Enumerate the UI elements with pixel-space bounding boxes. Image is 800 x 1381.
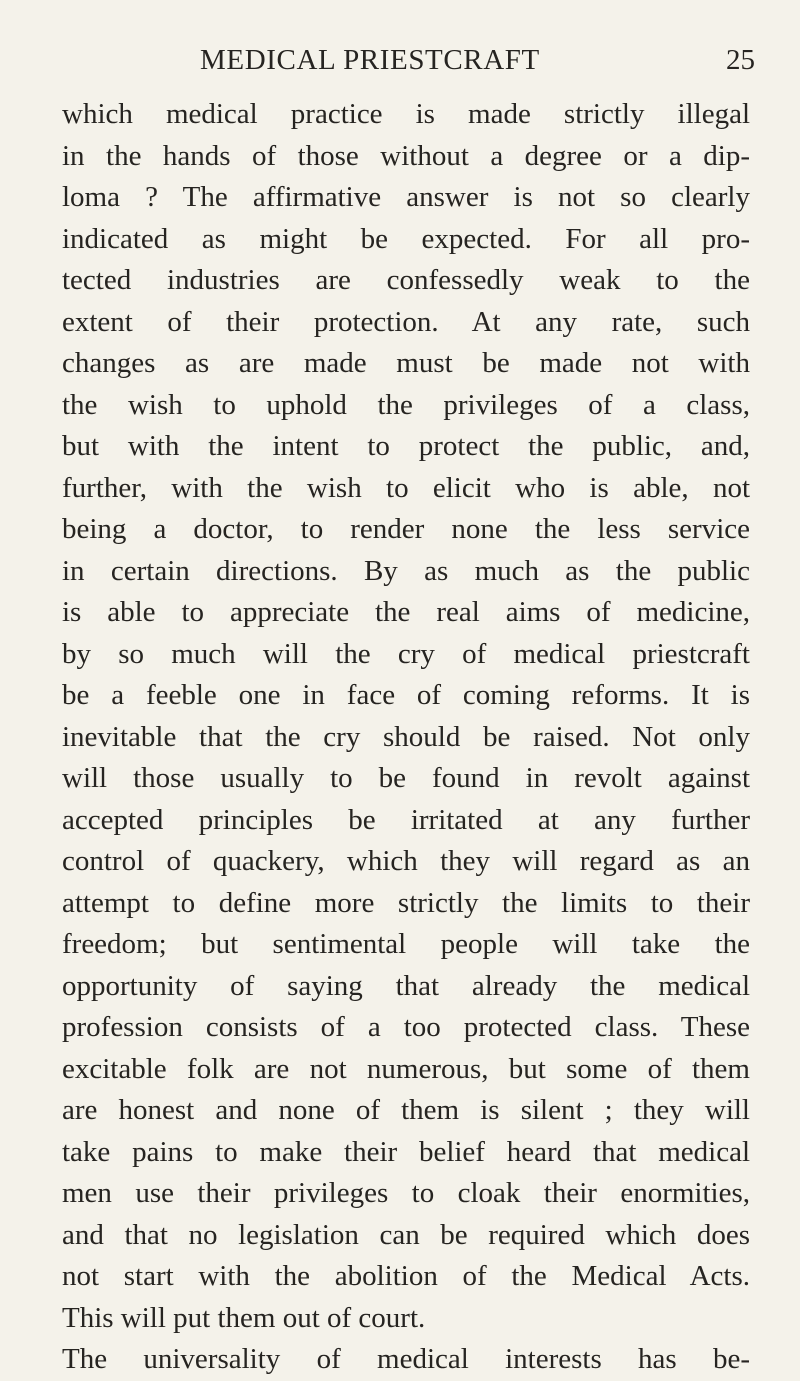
text-line: profession consists of a too protected class. These <box>62 1011 750 1043</box>
text-line: and that no legislation can be required which does <box>62 1218 750 1251</box>
text-line: are honest and none of them is silent ; they will <box>62 1094 750 1126</box>
text-line: will those usually to be found in revolt against <box>62 762 750 794</box>
text-line: changes as are made must be made not with <box>62 347 750 379</box>
text-line: extent of their protection. At any rate, such <box>62 305 750 338</box>
text-line: but with the intent to protect the public, and, <box>62 430 750 462</box>
text-line: opportunity of saying that already the medical <box>62 969 750 1002</box>
body-text <box>62 94 750 1381</box>
text-line: be a feeble one in face of coming reforms. It is <box>62 679 750 711</box>
text-line: inevitable that the cry should be raised. Not only <box>62 720 750 753</box>
paragraph-end-line: This will put them out of court. <box>62 1301 426 1334</box>
text-line: indicated as might be expected. For all pro- <box>62 222 750 255</box>
text-line: take pains to make their belief heard that medical <box>62 1135 750 1168</box>
text-line: is able to appreciate the real aims of medicine, <box>62 596 750 628</box>
page-number: 25 <box>726 44 755 76</box>
text-line: control of quackery, which they will regard as an <box>62 845 750 877</box>
text-line: by so much will the cry of medical priestcraft <box>62 637 750 670</box>
text-line: accepted principles be irritated at any further <box>62 803 750 836</box>
running-title: MEDICAL PRIESTCRAFT <box>200 44 540 76</box>
text-line: attempt to define more strictly the limits to their <box>62 886 750 919</box>
text-line: in the hands of those without a degree or a dip- <box>62 139 750 172</box>
text-line: further, with the wish to elicit who is able, not <box>62 471 750 504</box>
text-line: men use their privileges to cloak their enormities, <box>62 1177 750 1209</box>
text-line: which medical practice is made strictly illegal <box>62 98 750 130</box>
text-line: The universality of medical interests has be- <box>62 1343 750 1375</box>
text-line: not start with the abolition of the Medical Acts. <box>62 1260 750 1292</box>
text-line: excitable folk are not numerous, but some of them <box>62 1052 750 1085</box>
text-line: loma ? The affirmative answer is not so clearly <box>62 181 750 213</box>
text-line: tected industries are confessedly weak to the <box>62 264 750 296</box>
text-line: in certain directions. By as much as the public <box>62 554 750 587</box>
text-line: the wish to uphold the privileges of a class, <box>62 388 750 421</box>
text-line: being a doctor, to render none the less service <box>62 513 750 545</box>
text-line: freedom; but sentimental people will take the <box>62 928 750 960</box>
